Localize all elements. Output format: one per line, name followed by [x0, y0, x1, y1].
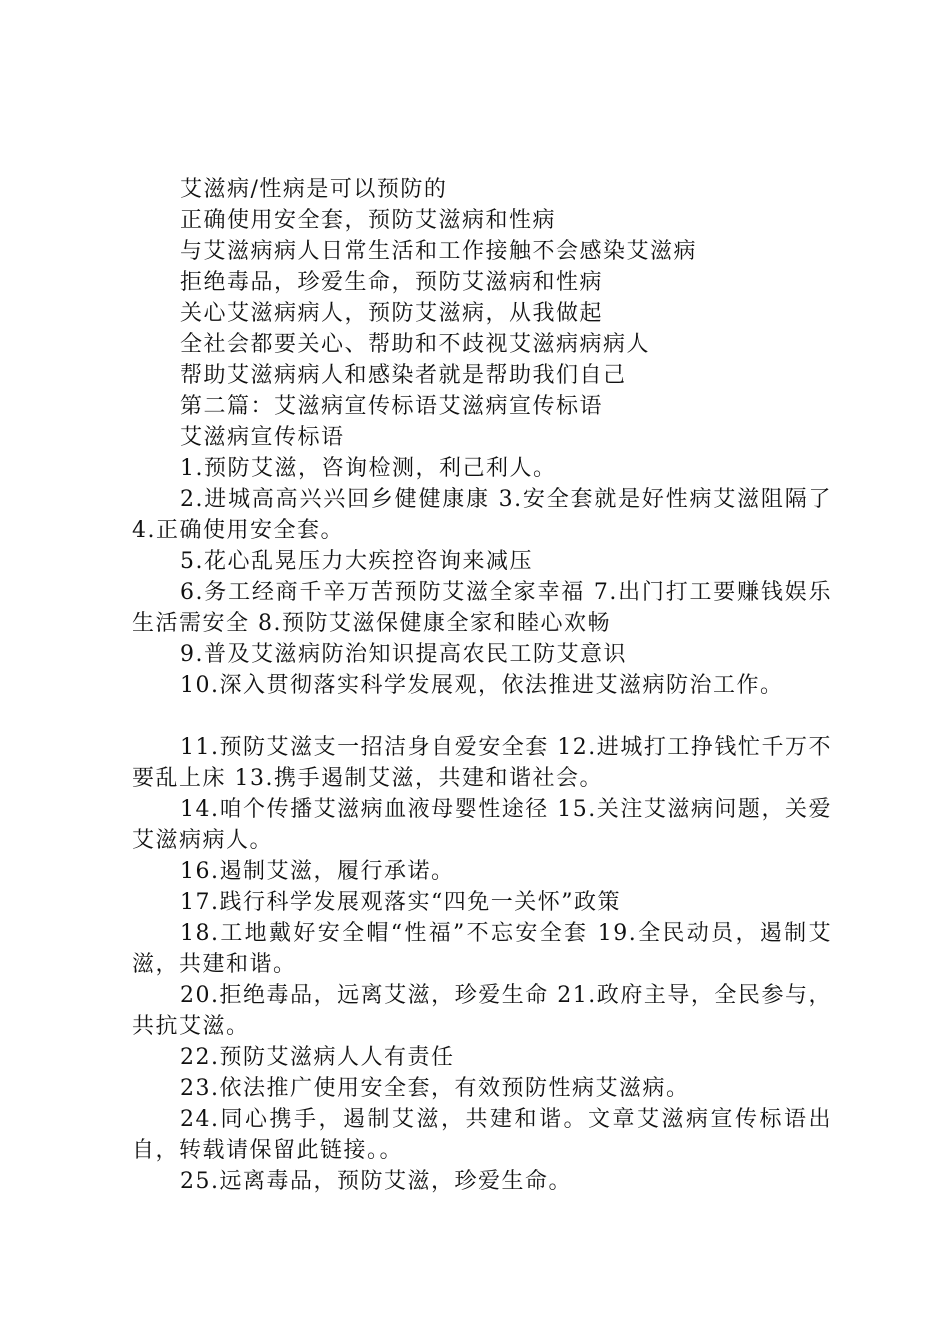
slogan-item: 11.预防艾滋支一招洁身自爱安全套 12.进城打工挣钱忙千万不要乱上床 13.携手遏制艾滋，共建和谐社会。: [132, 735, 832, 791]
slogan-item: 1.预防艾滋，咨询检测，利己利人。: [180, 456, 557, 481]
section-heading: 第二篇：艾滋病宣传标语艾滋病宣传标语: [180, 394, 604, 419]
slogan-item: 17.践行科学发展观落实“四免一关怀”政策: [180, 890, 621, 915]
paragraph-4: 拒绝毒品，珍爱生命，预防艾滋病和性病: [180, 270, 604, 295]
slogan-item: 20.拒绝毒品，远离艾滋，珍爱生命 21.政府主导，全民参与，共抗艾滋。: [132, 983, 832, 1039]
paragraph-1: 艾滋病/性病是可以预防的: [180, 177, 448, 202]
slogan-item: 6.务工经商千辛万苦预防艾滋全家幸福 7.出门打工要赚钱娱乐生活需安全 8.预防艾滋保健康全家和睦心欢畅: [132, 580, 832, 636]
paragraph-7: 帮助艾滋病病人和感染者就是帮助我们自己: [180, 363, 627, 388]
document-body: [132, 174, 832, 1197]
paragraph-2: 正确使用安全套，预防艾滋病和性病: [180, 208, 557, 233]
section-subheading: 艾滋病宣传标语: [180, 425, 345, 450]
paragraph-5: 关心艾滋病病人，预防艾滋病，从我做起: [180, 301, 604, 326]
slogan-item: 14.咱个传播艾滋病血液母婴性途径 15.关注艾滋病问题，关爱艾滋病病人。: [132, 797, 832, 853]
paragraph-6: 全社会都要关心、帮助和不歧视艾滋病病病人: [180, 332, 651, 357]
slogan-item: 18.工地戴好安全帽“性福”不忘安全套 19.全民动员，遏制艾滋，共建和谐。: [132, 921, 832, 977]
paragraph-3: 与艾滋病病人日常生活和工作接触不会感染艾滋病: [180, 239, 698, 264]
blank-line: [132, 701, 832, 732]
slogan-item: 22.预防艾滋病人人有责任: [180, 1045, 455, 1070]
slogan-item: 24.同心携手，遏制艾滋，共建和谐。文章艾滋病宣传标语出自，转载请保留此链接。。: [132, 1107, 832, 1163]
slogan-item: 23.依法推广使用安全套，有效预防性病艾滋病。: [180, 1076, 690, 1101]
slogan-item: 10.深入贯彻落实科学发展观，依法推进艾滋病防治工作。: [180, 673, 784, 698]
slogan-item: 2.进城高高兴兴回乡健健康康 3.安全套就是好性病艾滋阻隔了 4.正确使用安全套。: [132, 487, 832, 543]
slogan-item: 9.普及艾滋病防治知识提高农民工防艾意识: [180, 642, 627, 667]
slogan-item: 25.远离毒品，预防艾滋，珍爱生命。: [180, 1169, 572, 1194]
slogan-item: 16.遏制艾滋，履行承诺。: [180, 859, 455, 884]
slogan-item: 5.花心乱晃压力大疾控咨询来减压: [180, 549, 533, 574]
